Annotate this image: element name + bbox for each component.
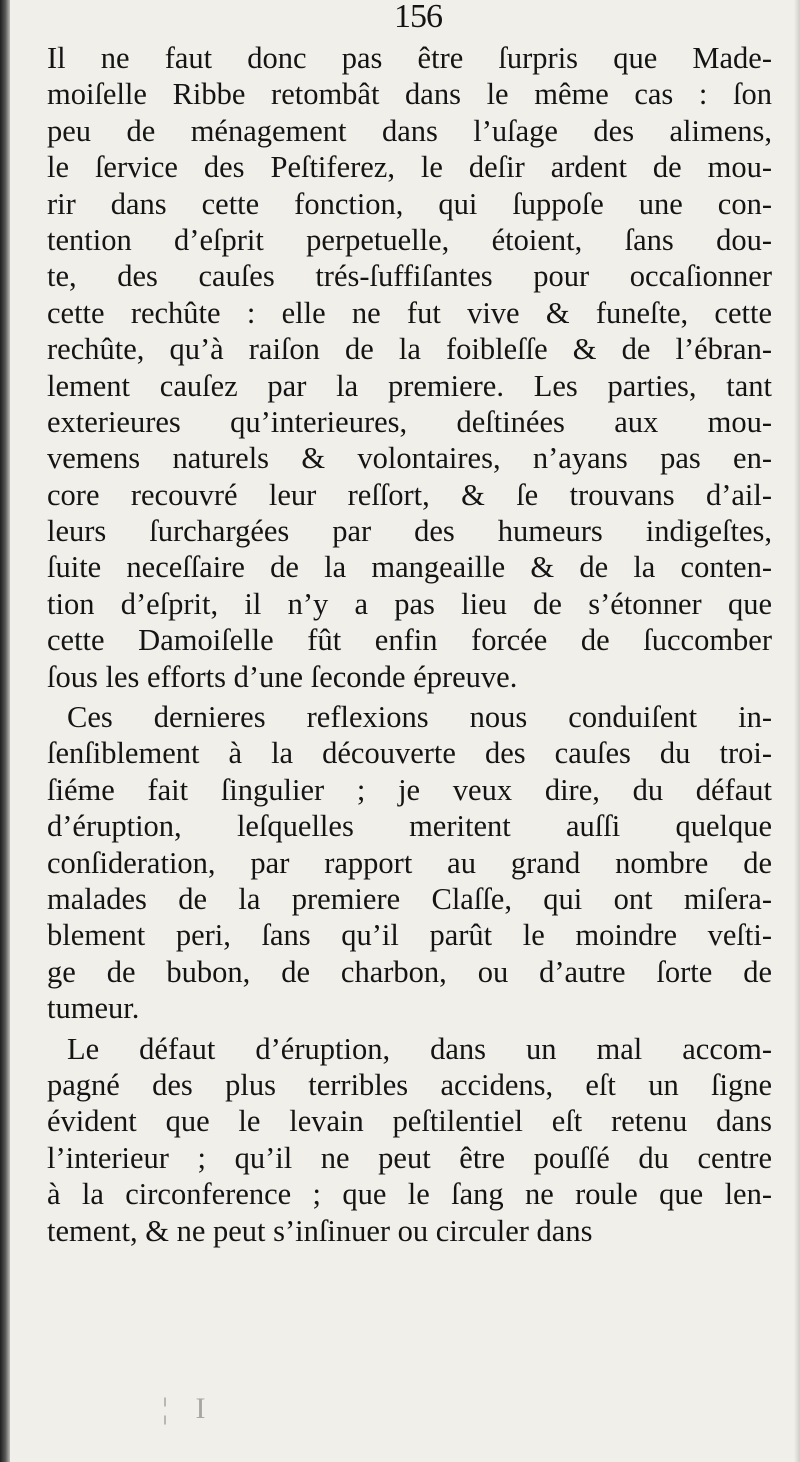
text-line: Il ne faut donc pas être ſurpris que Made- (47, 41, 772, 75)
text-line: tumeur. (47, 991, 140, 1026)
paragraph (47, 1031, 772, 1249)
text-line: cette Damoiſelle fût enfin forcée de ſuccomber (47, 623, 772, 658)
text-line: moiſelle Ribbe retombât dans le même cas : ſon (47, 77, 772, 112)
text-line: rir dans cette fonction, qui ſuppoſe une con- (47, 186, 772, 221)
text-line: blement peri, ſans qu’il parût le moindre veſti- (47, 918, 772, 953)
text-line: le ſervice des Peſtiferez, le deſir ardent de mou- (47, 150, 772, 185)
text-line: ſous les efforts d’une ſeconde épreuve. (47, 659, 518, 694)
text-line: à la circonference ; que le ſang ne roule que len- (47, 1177, 772, 1212)
text-line: vemens naturels & volontaires, n’ayans pas en- (47, 441, 772, 476)
page-number: 156 (394, 0, 442, 35)
text-line: malades de la premiere Claſſe, qui ont miſera- (47, 881, 772, 916)
text-line: rechûte, qu’à raiſon de la foibleſſe & de l’ébran- (47, 332, 772, 367)
text-line: lement cauſez par la premiere. Les parties, tant (47, 368, 772, 403)
text-line: tement, & ne peut s’inſinuer ou circuler dans (47, 1213, 593, 1248)
text-line: Ces dernieres reflexions nous conduiſent in- (67, 700, 772, 735)
bleed-through-mark: ¦ I (162, 1392, 216, 1425)
text-line: ſenſiblement à la découverte des cauſes du troi- (47, 736, 772, 771)
paragraph (47, 699, 772, 1027)
text-line: l’interieur ; qu’il ne peut être pouſſé du centre (47, 1140, 772, 1175)
text-line: te, des cauſes trés-ſuffiſantes pour occaſionner (47, 259, 772, 294)
text-line: leurs ſurchargées par des humeurs indigeſtes, (47, 514, 772, 549)
text-line: cette rechûte : elle ne fut vive & funeſte, cette (47, 295, 772, 330)
text-line: exterieures qu’interieures, deſtinées aux mou- (47, 404, 772, 439)
text-line: d’éruption, leſquelles meritent auſſi quelque (47, 809, 772, 844)
paragraph (47, 40, 772, 695)
page-binding-shadow (0, 0, 10, 1462)
text-block (47, 40, 772, 1249)
text-line: conſideration, par rapport au grand nombre de (47, 845, 772, 880)
text-line: ge de bubon, de charbon, ou d’autre ſorte de (47, 954, 772, 989)
text-line: pagné des plus terribles accidens, eſt un ſigne (47, 1067, 772, 1102)
text-line: ſuite neceſſaire de la mangeaille & de la conten- (47, 550, 772, 585)
text-line: évident que le levain peſtilentiel eſt retenu dans (47, 1104, 772, 1139)
page-edge (794, 0, 800, 1462)
text-line: tention d’eſprit perpetuelle, étoient, ſans dou- (47, 222, 772, 257)
text-line: tion d’eſprit, il n’y a pas lieu de s’étonner que (47, 586, 772, 621)
text-line: peu de ménagement dans l’uſage des alimens, (47, 113, 772, 148)
text-line: ſiéme fait ſingulier ; je veux dire, du défaut (47, 772, 772, 807)
text-line: Le défaut d’éruption, dans un mal accom- (67, 1031, 772, 1066)
text-line: core recouvré leur reſſort, & ſe trouvans d’ail- (47, 477, 772, 512)
